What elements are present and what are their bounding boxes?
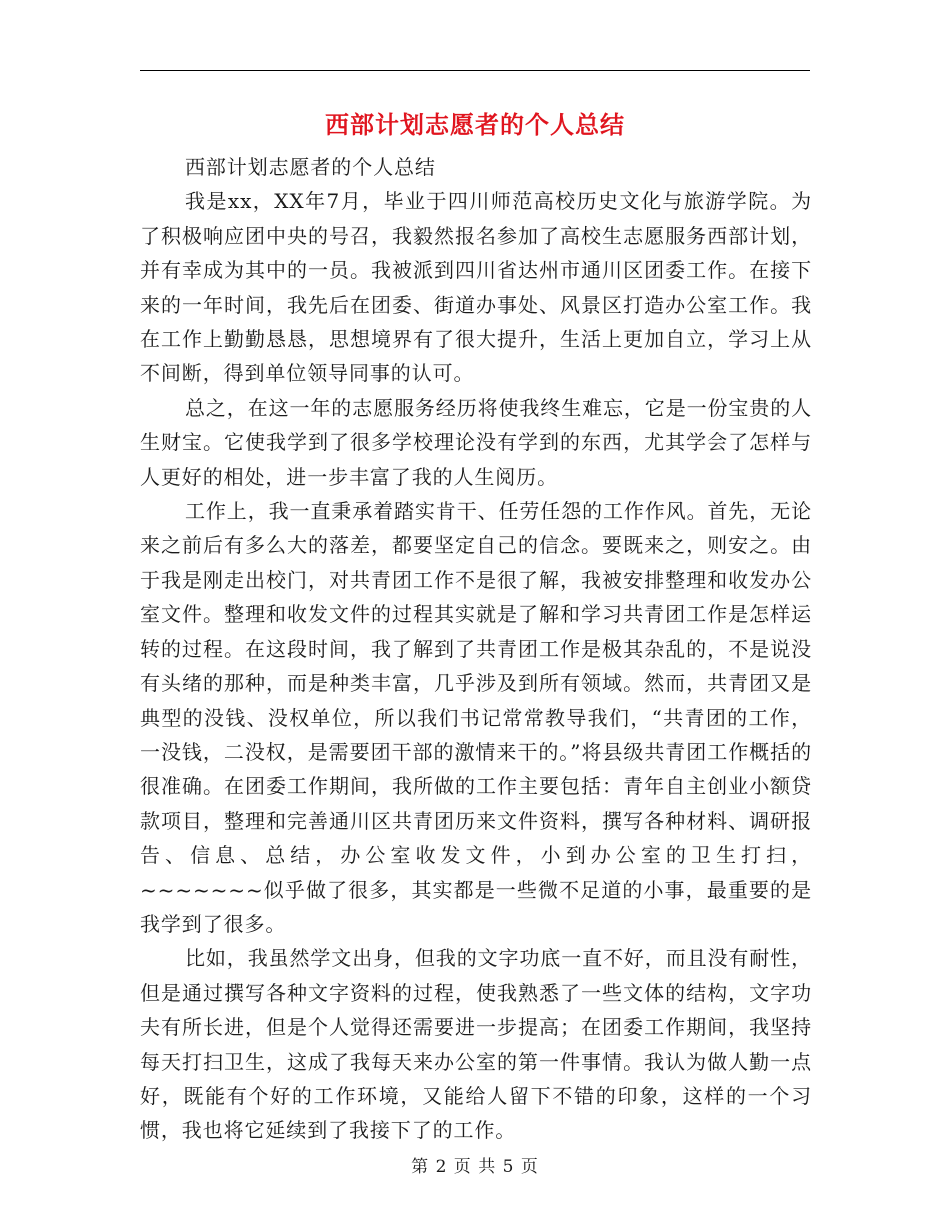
paragraph-work: 工作上，我一直秉承着踏实肯干、任劳任怨的工作作风。首先，无论来之前后有多么大的落差，都要坚定自己的信念。要既来之，则安之。由于我是刚走出校门，对共青团工作不是很了解，我被安排整理和收发办公室文件。整理和收发文件的过程其实就是了解和学习共青团工作是怎样运转的过程。在这段时间，我了解到了共青团工作是极其杂乱的，不是说没有头绪的那种，而是种类丰富，几乎涉及到所有领域。然而，共青团又是典型的没钱、没权单位，所以我们书记常常教导我们，“共青团的工作，一没钱，二没权，是需要团干部的激情来干的。”将县级共青团工作概括的很准确。在团委工作期间，我所做的工作主要包括：青年自主创业小额贷款项目，整理和完善通川区共青团历来文件资料，撰写各种材料、调研报告、信息、总结，办公室收发文件，小到办公室的卫生打扫，~~~~~~~似乎做了很多，其实都是一些微不足道的小事，最重要的是我学到了很多。: [140, 499, 812, 936]
paragraph-summary: 总之，在这一年的志愿服务经历将使我终生难忘，它是一份宝贵的人生财宝。它使我学到了很多学校理论没有学到的东西，尤其学会了怎样与人更好的相处，进一步丰富了我的人生阅历。: [140, 395, 812, 489]
paragraph-intro: 我是xx，XX年7月，毕业于四川师范高校历史文化与旅游学院。为了积极响应团中央的号召，我毅然报名参加了高校生志愿服务西部计划，并有幸成为其中的一员。我被派到四川省达州市通川区团委工作。在接下来的一年时间，我先后在团委、街道办事处、风景区打造办公室工作。我在工作上勤勤恳恳，思想境界有了很大提升，生活上更加自立，学习上从不间断，得到单位领导同事的认可。: [140, 189, 812, 386]
header-rule: [140, 70, 810, 71]
document-body: [140, 150, 812, 1148]
paragraph-subtitle: 西部计划志愿者的个人总结: [185, 155, 436, 179]
page-number-footer: 第 2 页 共 5 页: [411, 1157, 539, 1177]
paragraph-example: 比如，我虽然学文出身，但我的文字功底一直不好，而且没有耐性，但是通过撰写各种文字资料的过程，使我熟悉了一些文体的结构，文字功夫有所长进，但是个人觉得还需要进一步提高；在团委工作期间，我坚持每天打扫卫生，这成了我每天来办公室的第一件事情。我认为做人勤一点好，既能有个好的工作环境，又能给人留下不错的印象，这样的一个习惯，我也将它延续到了我接下了的工作。: [140, 946, 812, 1143]
document-title: 西部计划志愿者的个人总结: [325, 110, 625, 139]
